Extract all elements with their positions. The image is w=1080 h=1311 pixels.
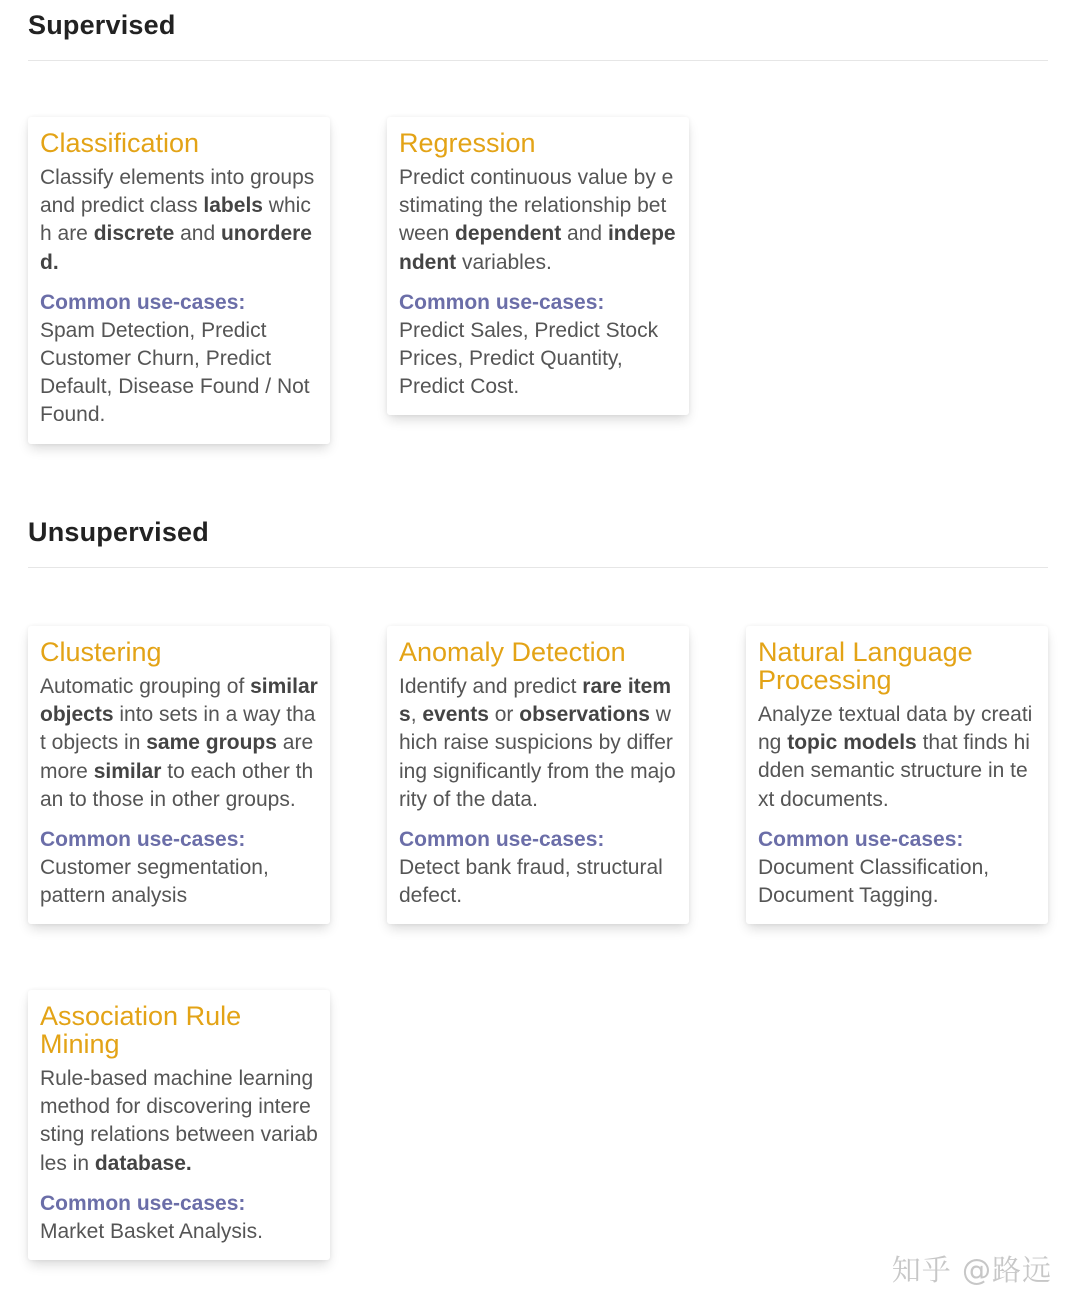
emphasis-text: same groups: [146, 731, 277, 755]
usecase-text: Customer segmentation, pattern analysis: [40, 856, 269, 908]
description-text: Classify elements into groups and predict class: [40, 166, 315, 218]
emphasis-text: dependent: [455, 222, 562, 246]
usecase-label: Common use-cases:: [399, 290, 605, 314]
description-text: which are: [40, 194, 311, 246]
description-text: or: [488, 703, 520, 727]
card-title: Natural Language Processing: [758, 637, 973, 695]
emphasis-text: similar: [93, 759, 162, 783]
description-text: into sets in a way that objects in: [40, 703, 316, 755]
card-natural-language-processing: [746, 626, 1048, 924]
card-clustering: [28, 626, 330, 924]
emphasis-text: topic models: [787, 731, 917, 755]
emphasis-text: unordered.: [40, 222, 312, 274]
emphasis-text: labels: [203, 194, 263, 218]
emphasis-text: discrete: [93, 222, 175, 246]
emphasis-text: observations: [519, 703, 650, 727]
usecase-text: Spam Detection, Predict Customer Churn, Predict Default, Disease Found / Not Found.: [40, 318, 310, 427]
usecase-text: Predict Sales, Predict Stock Prices, Predict Quantity, Predict Cost.: [399, 318, 659, 399]
usecase-label: Common use-cases:: [40, 290, 246, 314]
card-description: [399, 673, 677, 814]
emphasis-text: events: [422, 703, 489, 727]
description-text: which raise suspicions by differing significantly from the majority of the data.: [399, 703, 676, 811]
usecase-text: Detect bank fraud, structural defect.: [399, 856, 663, 908]
description-text: Identify and predict: [399, 675, 583, 698]
card-description: [758, 701, 1036, 814]
description-text: and: [174, 222, 221, 246]
usecase-label: Common use-cases:: [40, 1191, 246, 1215]
emphasis-text: independent: [399, 222, 676, 274]
description-text: and: [561, 222, 608, 246]
card-title: Regression: [399, 128, 536, 158]
description-text: variables.: [456, 250, 552, 274]
description-text: Rule-based machine learning method for discovering interesting relations between variables in: [40, 1067, 318, 1175]
section-divider: [28, 60, 1048, 61]
section-heading-unsupervised: Unsupervised: [28, 517, 209, 547]
emphasis-text: database.: [94, 1151, 192, 1175]
usecase-text: Document Classification, Document Tagging.: [758, 855, 990, 908]
description-text: to each other than to those in other groups.: [40, 759, 314, 811]
emphasis-text: rare items: [399, 675, 671, 727]
description-text: are more: [40, 731, 314, 783]
description-text: Analyze textual data by creating: [758, 703, 1033, 755]
card-association-rule-mining: [28, 990, 330, 1260]
usecase-label: Common use-cases:: [40, 828, 246, 852]
description-text: Predict continuous value by estimating the relationship between: [399, 166, 674, 246]
card-title: Anomaly Detection: [399, 637, 626, 667]
card-description: [399, 164, 677, 277]
card-title: Classification: [40, 128, 200, 158]
card-title: Association Rule Mining: [40, 1001, 242, 1059]
card-regression: [387, 117, 689, 415]
card-anomaly-detection: [387, 626, 689, 924]
emphasis-text: similar objects: [40, 675, 318, 727]
card-classification: [28, 117, 330, 444]
description-text: that finds hidden semantic structure in text documents.: [758, 731, 1030, 811]
usecase-label: Common use-cases:: [399, 828, 605, 852]
watermark: 知乎 @路远: [891, 1253, 1052, 1287]
card-description: [40, 673, 318, 814]
section-divider: [28, 567, 1048, 568]
description-text: ,: [410, 703, 423, 727]
usecase-text: Market Basket Analysis.: [40, 1219, 263, 1243]
card-description: [40, 1065, 318, 1178]
card-description: [40, 164, 318, 277]
section-heading-supervised: Supervised: [28, 10, 176, 40]
card-title: Clustering: [40, 637, 162, 667]
description-text: Automatic grouping of: [40, 675, 251, 698]
usecase-label: Common use-cases:: [758, 827, 964, 851]
